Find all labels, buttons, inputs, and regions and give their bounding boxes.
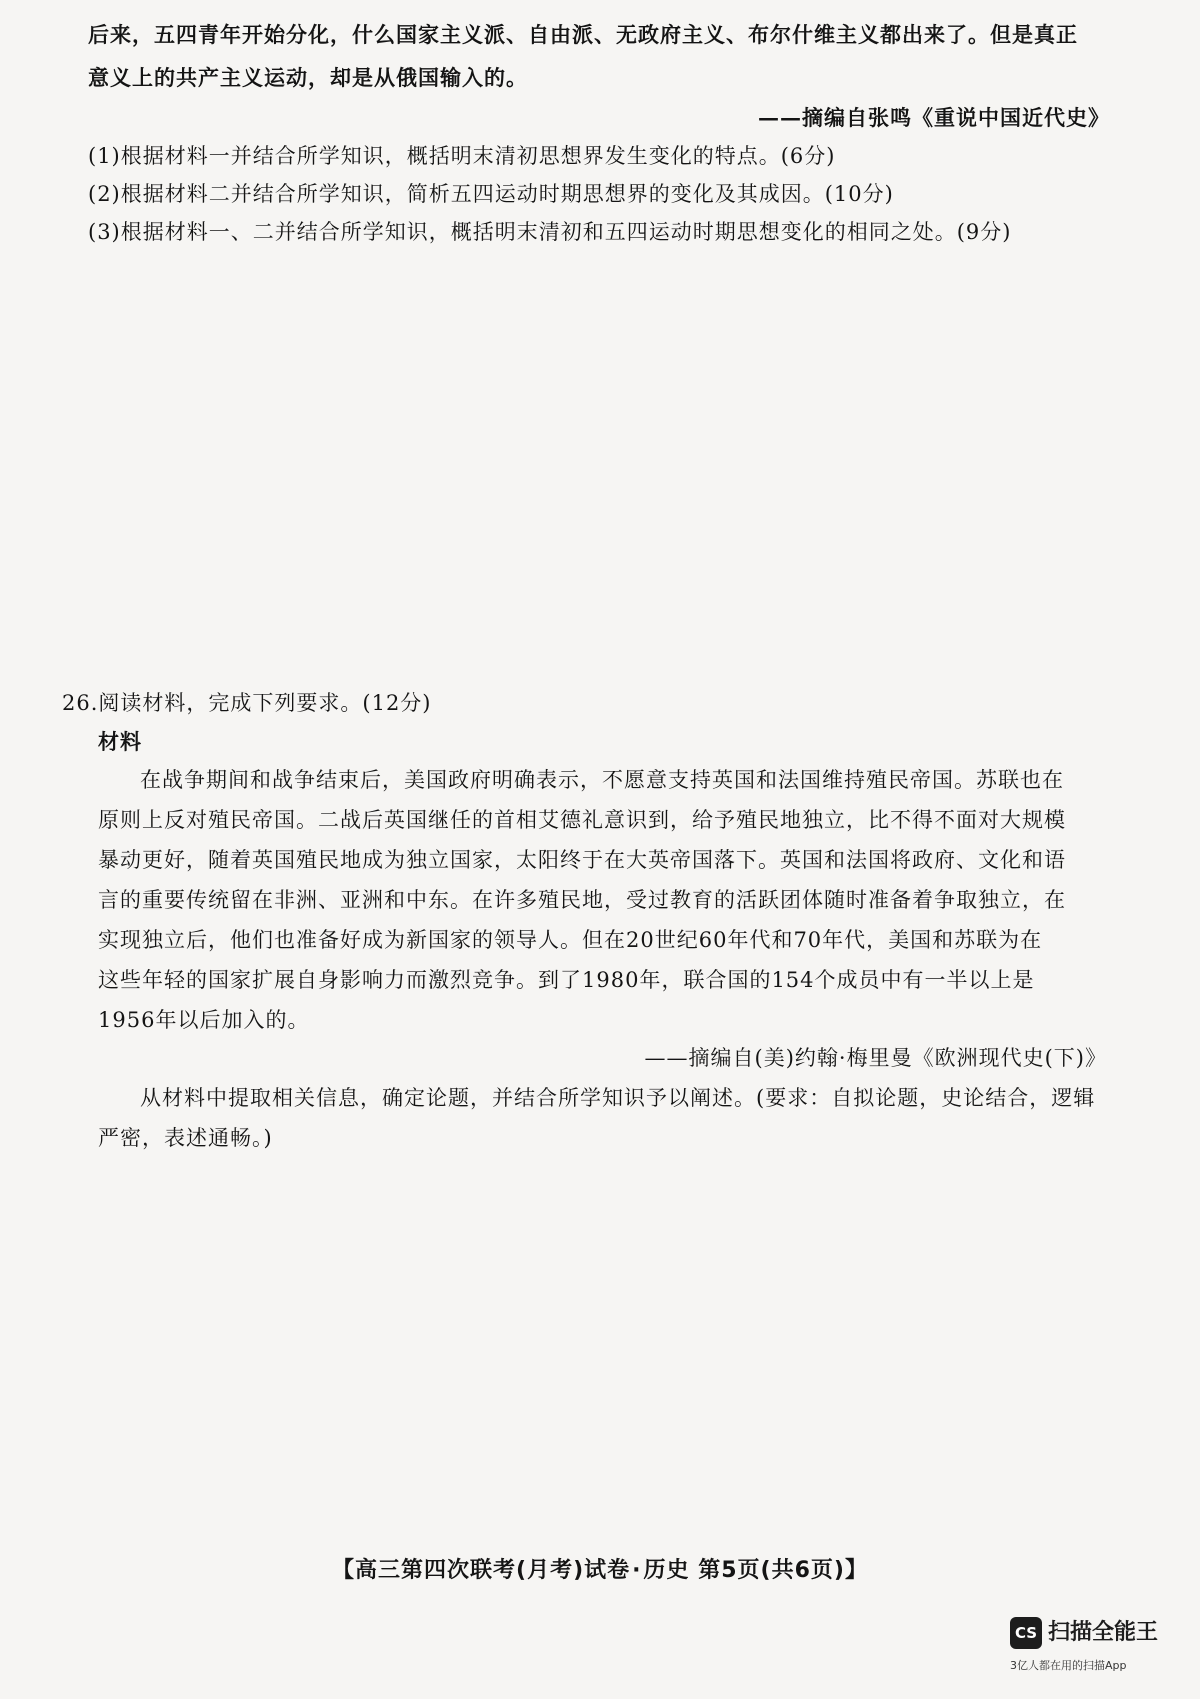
- q26-material-line-2: 原则上反对殖民帝国。二战后英国继任的首相艾德礼意识到，给予殖民地独立，比不得不面对大规模: [98, 808, 1066, 832]
- q26-requirement-line-1: 从材料中提取相关信息，确定论题，并结合所学知识予以阐述。(要求：自拟论题，史论结合，逻辑: [140, 1086, 1096, 1110]
- footer-dot: ·: [632, 1558, 642, 1583]
- q26-material-line-6: 这些年轻的国家扩展自身影响力而激烈竞争。到了1980年，联合国的154个成员中有一半以上是: [98, 968, 1035, 992]
- material-tail-line-1: 后来，五四青年开始分化，什么国家主义派、自由派、无政府主义、布尔什维主义都出来了。但是真正: [88, 22, 1078, 47]
- scanner-badge: [1010, 1613, 1190, 1679]
- q26-material-line-7: 1956年以后加入的。: [98, 1008, 310, 1032]
- q26-requirement-line-2: 严密，表述通畅。): [98, 1126, 273, 1150]
- scanner-logo-icon: CS: [1010, 1617, 1042, 1649]
- question-2: (2)根据材料二并结合所学知识，简析五四运动时期思想界的变化及其成因。(10分): [88, 182, 894, 206]
- footer-exam-name: 【高三第四次联考(月考)试卷: [332, 1558, 631, 1583]
- q26-material-line-3: 暴动更好，随着英国殖民地成为独立国家，太阳终于在大英帝国落下。英国和法国将政府、文化和语: [98, 848, 1066, 872]
- material-tail-line-2: 意义上的共产主义运动，却是从俄国输入的。: [88, 65, 528, 90]
- question-3: (3)根据材料一、二并结合所学知识，概括明末清初和五四运动时期思想变化的相同之处。(9分): [88, 220, 1012, 244]
- q26-material-label: 材料: [98, 729, 142, 754]
- q26-material-line-1: 在战争期间和战争结束后，美国政府明确表示，不愿意支持英国和法国维持殖民帝国。苏联也在: [140, 768, 1064, 792]
- material-tail-source: ——摘编自张鸣《重说中国近代史》: [758, 105, 1110, 130]
- q26-source: ——摘编自(美)约翰·梅里曼《欧洲现代史(下)》: [644, 1046, 1107, 1070]
- q26-material-line-4: 言的重要传统留在非洲、亚洲和中东。在许多殖民地，受过教育的活跃团体随时准备着争取独立，在: [98, 888, 1066, 912]
- q26-material-line-5: 实现独立后，他们也准备好成为新国家的领导人。但在20世纪60年代和70年代，美国和苏联为在: [98, 928, 1043, 952]
- question-1: (1)根据材料一并结合所学知识，概括明末清初思想界发生变化的特点。(6分): [88, 144, 836, 168]
- page-footer: [0, 1553, 1200, 1584]
- footer-subject: 历史: [643, 1558, 690, 1583]
- footer-page-number: 第5页(共6页)】: [698, 1558, 868, 1583]
- scanner-slogan: 3亿人都在用的扫描App: [1010, 1659, 1127, 1672]
- q26-title: 26.阅读材料，完成下列要求。(12分): [62, 691, 432, 715]
- scanner-app-name: 扫描全能王: [1048, 1620, 1159, 1645]
